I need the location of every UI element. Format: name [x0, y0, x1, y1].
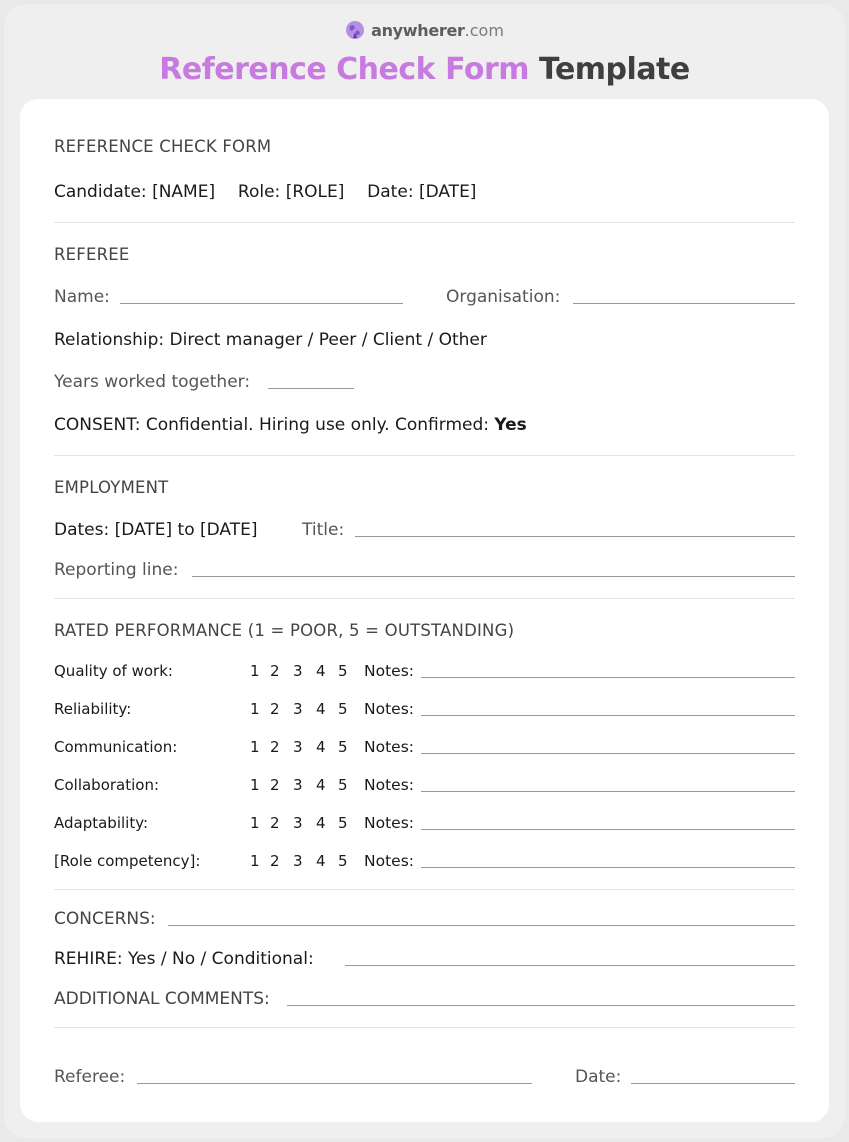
- consent-label: CONSENT: [54, 415, 135, 435]
- consent-value[interactable]: Yes: [494, 415, 527, 435]
- referee-heading: REFEREE: [54, 245, 130, 264]
- divider: [54, 598, 795, 599]
- brand: [0, 20, 849, 40]
- job-title-label: Title:: [302, 520, 345, 540]
- role-value[interactable]: [ROLE]: [285, 182, 345, 202]
- rating-option[interactable]: 1: [250, 814, 260, 832]
- globe-pin-icon: [345, 20, 365, 40]
- signoff-date-field[interactable]: [631, 1083, 795, 1084]
- rating-option[interactable]: 1: [250, 852, 260, 870]
- performance-row-label: Collaboration:: [54, 776, 160, 794]
- notes-field[interactable]: [421, 829, 795, 830]
- rating-option[interactable]: 2: [270, 662, 280, 680]
- years-field[interactable]: [268, 388, 354, 389]
- concerns-label: CONCERNS:: [54, 909, 156, 929]
- rating-option[interactable]: 5: [338, 662, 348, 680]
- signoff-date-label: Date:: [575, 1067, 622, 1087]
- reporting-line-field[interactable]: [192, 576, 795, 577]
- relationship-label: Relationship: [54, 330, 159, 350]
- signoff-referee-label: Referee:: [54, 1067, 126, 1087]
- job-title-field[interactable]: [355, 536, 795, 537]
- performance-row-label: [Role competency]:: [54, 852, 201, 870]
- date-value[interactable]: [DATE]: [418, 182, 477, 202]
- years-label: Years worked together:: [54, 372, 251, 392]
- performance-row-label: Quality of work:: [54, 662, 173, 680]
- rating-option[interactable]: 2: [270, 852, 280, 870]
- notes-field[interactable]: [421, 753, 795, 754]
- performance-row-label: Reliability:: [54, 700, 132, 718]
- notes-label: Notes:: [364, 852, 414, 870]
- notes-label: Notes:: [364, 662, 414, 680]
- candidate-row: Candidate: [NAME] Role: [ROLE] Date: [DATE]: [54, 182, 477, 202]
- notes-label: Notes:: [364, 700, 414, 718]
- comments-field[interactable]: [287, 1005, 795, 1006]
- title-accent: Reference Check Form: [159, 52, 530, 87]
- role-label: Role: [237, 182, 275, 202]
- rehire-options[interactable]: Yes / No / Conditional:: [128, 949, 314, 969]
- rating-option[interactable]: 2: [270, 776, 280, 794]
- candidate-label: Candidate: [54, 182, 141, 202]
- divider: [54, 455, 795, 456]
- performance-heading: RATED PERFORMANCE (1 = POOR, 5 = OUTSTANDING): [54, 621, 515, 640]
- reporting-line-label: Reporting line:: [54, 560, 179, 580]
- rating-option[interactable]: 5: [338, 814, 348, 832]
- notes-label: Notes:: [364, 738, 414, 756]
- rating-option[interactable]: 4: [316, 662, 326, 680]
- organisation-field[interactable]: [573, 303, 795, 304]
- signoff-referee-field[interactable]: [137, 1083, 532, 1084]
- relationship-options[interactable]: Direct manager / Peer / Client / Other: [169, 330, 487, 350]
- rehire-row: REHIRE: Yes / No / Conditional:: [54, 949, 314, 969]
- rating-option[interactable]: 5: [338, 738, 348, 756]
- rating-option[interactable]: 5: [338, 776, 348, 794]
- notes-field[interactable]: [421, 867, 795, 868]
- rehire-label: REHIRE: [54, 949, 117, 969]
- rehire-field[interactable]: [345, 965, 795, 966]
- relationship-row: Relationship: Direct manager / Peer / Client / Other: [54, 330, 487, 350]
- brand-name: anywherer: [371, 20, 465, 40]
- referee-name-field[interactable]: [120, 303, 403, 304]
- rating-option[interactable]: 3: [293, 700, 303, 718]
- dates-label: Dates: [54, 520, 104, 540]
- rating-option[interactable]: 2: [270, 738, 280, 756]
- rating-option[interactable]: 3: [293, 814, 303, 832]
- concerns-field[interactable]: [168, 925, 795, 926]
- rating-option[interactable]: 3: [293, 776, 303, 794]
- rating-option[interactable]: 2: [270, 700, 280, 718]
- consent-text: Confidential. Hiring use only. Confirmed:: [145, 415, 489, 435]
- employment-heading: EMPLOYMENT: [54, 478, 169, 497]
- referee-name-label: Name:: [54, 287, 110, 307]
- brand-domain: .com: [464, 20, 504, 40]
- divider: [54, 889, 795, 890]
- rating-option[interactable]: 1: [250, 700, 260, 718]
- dates-value[interactable]: [DATE] to [DATE]: [114, 520, 258, 540]
- rating-option[interactable]: 4: [316, 776, 326, 794]
- rating-option[interactable]: 4: [316, 814, 326, 832]
- page-title: [0, 52, 849, 87]
- performance-row-label: Adaptability:: [54, 814, 149, 832]
- rating-option[interactable]: 1: [250, 776, 260, 794]
- divider: [54, 1027, 795, 1028]
- rating-option[interactable]: 4: [316, 852, 326, 870]
- rating-option[interactable]: 5: [338, 852, 348, 870]
- date-label: Date: [367, 182, 408, 202]
- rating-option[interactable]: 4: [316, 738, 326, 756]
- divider: [54, 222, 795, 223]
- rating-option[interactable]: 3: [293, 662, 303, 680]
- dates-row: Dates: [DATE] to [DATE]: [54, 520, 258, 540]
- form-heading: REFERENCE CHECK FORM: [54, 137, 272, 156]
- rating-option[interactable]: 3: [293, 738, 303, 756]
- title-rest: Template: [538, 52, 690, 87]
- consent-row: CONSENT: Confidential. Hiring use only. Confirmed: Yes: [54, 415, 527, 435]
- notes-field[interactable]: [421, 677, 795, 678]
- rating-option[interactable]: 4: [316, 700, 326, 718]
- notes-label: Notes:: [364, 776, 414, 794]
- rating-option[interactable]: 5: [338, 700, 348, 718]
- performance-row-label: Communication:: [54, 738, 178, 756]
- rating-option[interactable]: 1: [250, 662, 260, 680]
- notes-label: Notes:: [364, 814, 414, 832]
- rating-option[interactable]: 2: [270, 814, 280, 832]
- rating-option[interactable]: 1: [250, 738, 260, 756]
- comments-label: ADDITIONAL COMMENTS:: [54, 989, 270, 1009]
- candidate-value[interactable]: [NAME]: [152, 182, 216, 202]
- notes-field[interactable]: [421, 791, 795, 792]
- notes-field[interactable]: [421, 715, 795, 716]
- rating-option[interactable]: 3: [293, 852, 303, 870]
- organisation-label: Organisation:: [446, 287, 561, 307]
